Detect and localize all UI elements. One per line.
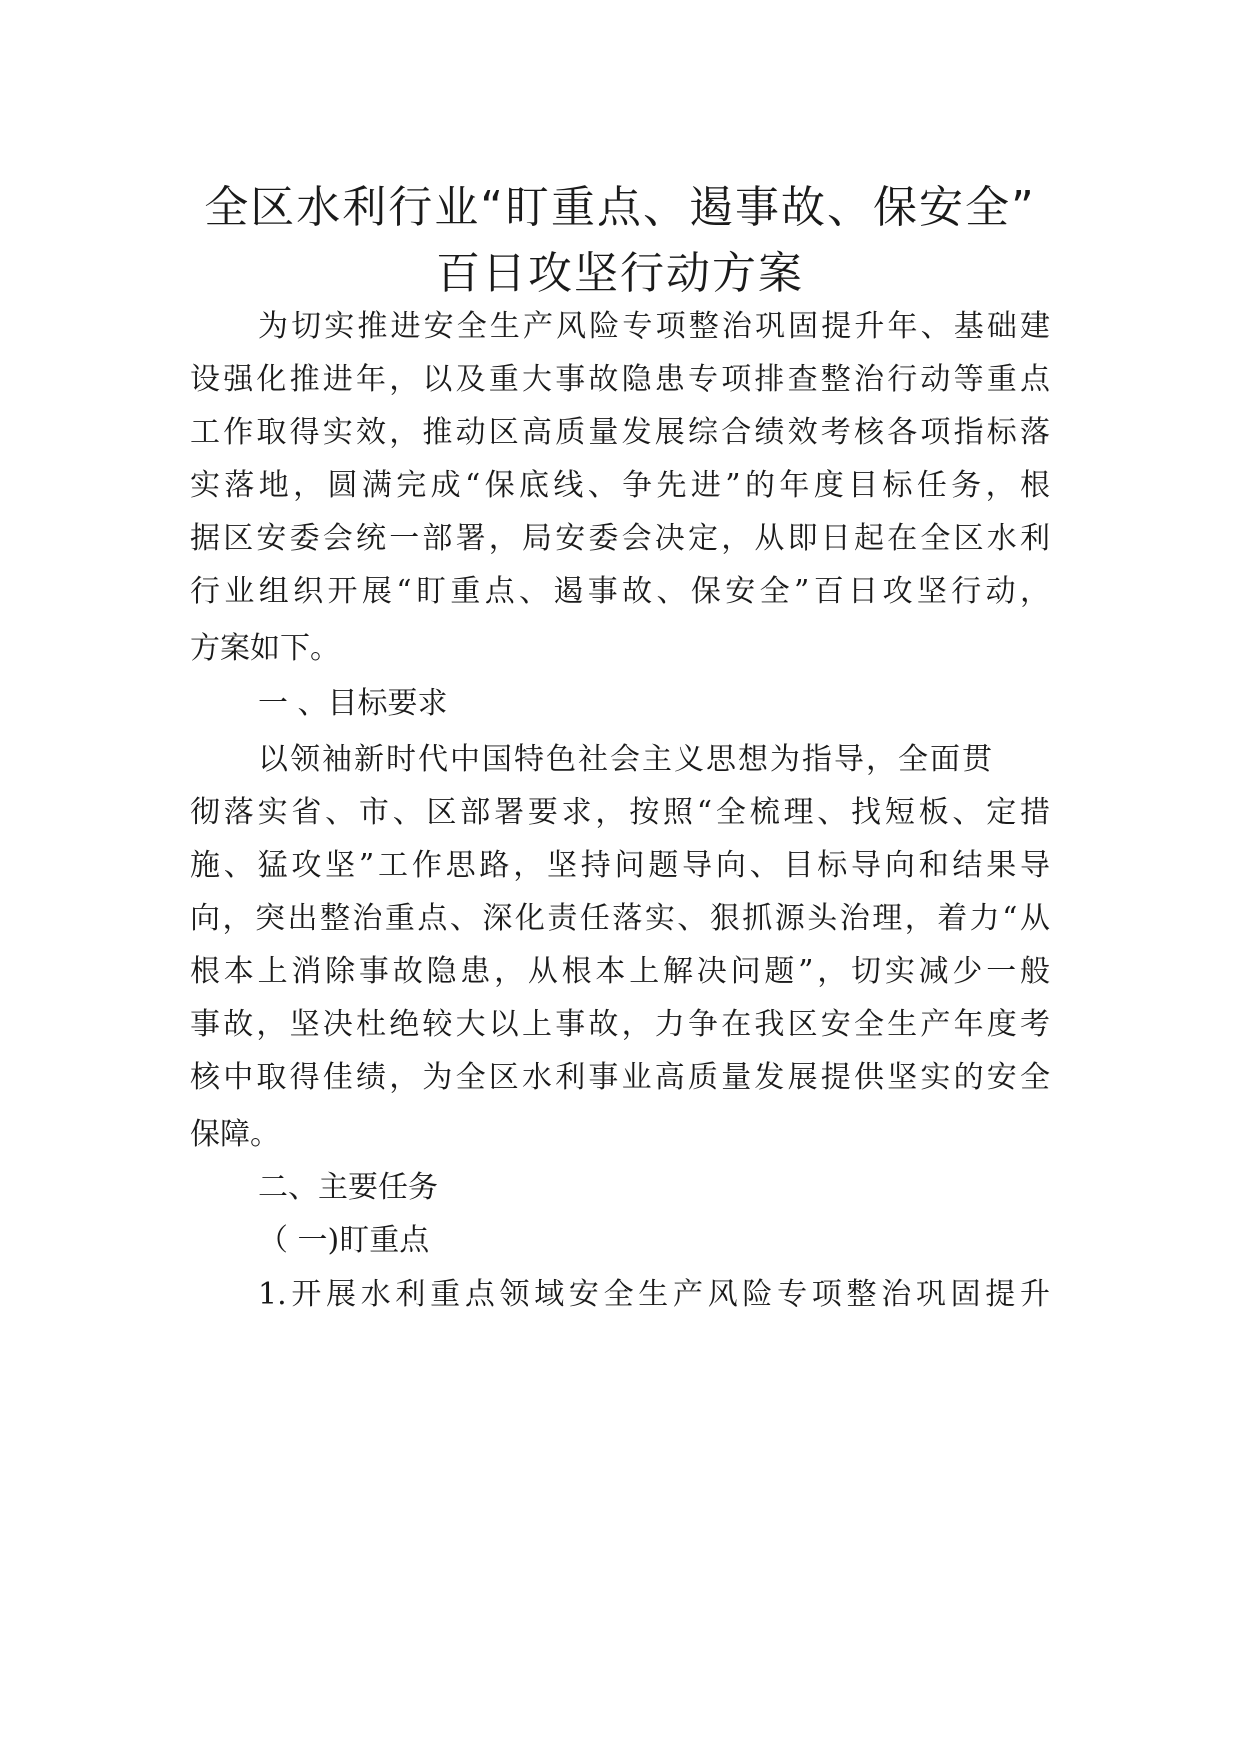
section-1-line-2: 彻落实省、市、区部署要求，按照“全梳理、找短板、定措	[190, 795, 1050, 830]
intro-line-2: 设强化推进年，以及重大事故隐患专项排查整治行动等重点	[190, 362, 1050, 397]
section-1-line-1: 以领袖新时代中国特色社会主义思想为指导，全面贯	[258, 742, 994, 777]
subsection-1-heading: （ 一)盯重点	[258, 1223, 430, 1258]
document-title-line-1: 全区水利行业“盯重点、遏事故、保安全”	[204, 182, 1036, 233]
section-1-line-4: 向，突出整治重点、深化责任落实、狠抓源头治理，着力“从	[190, 901, 1050, 936]
intro-line-7: 方案如下。	[190, 631, 340, 666]
section-1-heading: 一 、目标要求	[258, 686, 448, 721]
section-2-heading: 二、主要任务	[258, 1170, 438, 1205]
item-1-line: 1.开展水利重点领域安全生产风险专项整治巩固提升	[258, 1277, 1050, 1312]
section-1-line-8: 保障。	[190, 1117, 280, 1152]
intro-line-6: 行业组织开展“盯重点、遏事故、保安全”百日攻坚行动，	[190, 574, 1050, 609]
section-1-line-7: 核中取得佳绩，为全区水利事业高质量发展提供坚实的安全	[190, 1060, 1050, 1095]
document-title-line-2: 百日攻坚行动方案	[436, 248, 804, 299]
intro-line-3: 工作取得实效，推动区高质量发展综合绩效考核各项指标落	[190, 415, 1050, 450]
section-1-line-6: 事故，坚决杜绝较大以上事故，力争在我区安全生产年度考	[190, 1007, 1050, 1042]
intro-line-1: 为切实推进安全生产风险专项整治巩固提升年、基础建	[258, 309, 1050, 344]
intro-line-5: 据区安委会统一部署，局安委会决定，从即日起在全区水利	[190, 521, 1050, 556]
intro-line-4: 实落地，圆满完成“保底线、争先进”的年度目标任务，根	[190, 468, 1050, 503]
section-1-line-3: 施、猛攻坚”工作思路，坚持问题导向、目标导向和结果导	[190, 848, 1050, 883]
section-1-line-5: 根本上消除事故隐患，从根本上解决问题”，切实减少一般	[190, 954, 1050, 989]
